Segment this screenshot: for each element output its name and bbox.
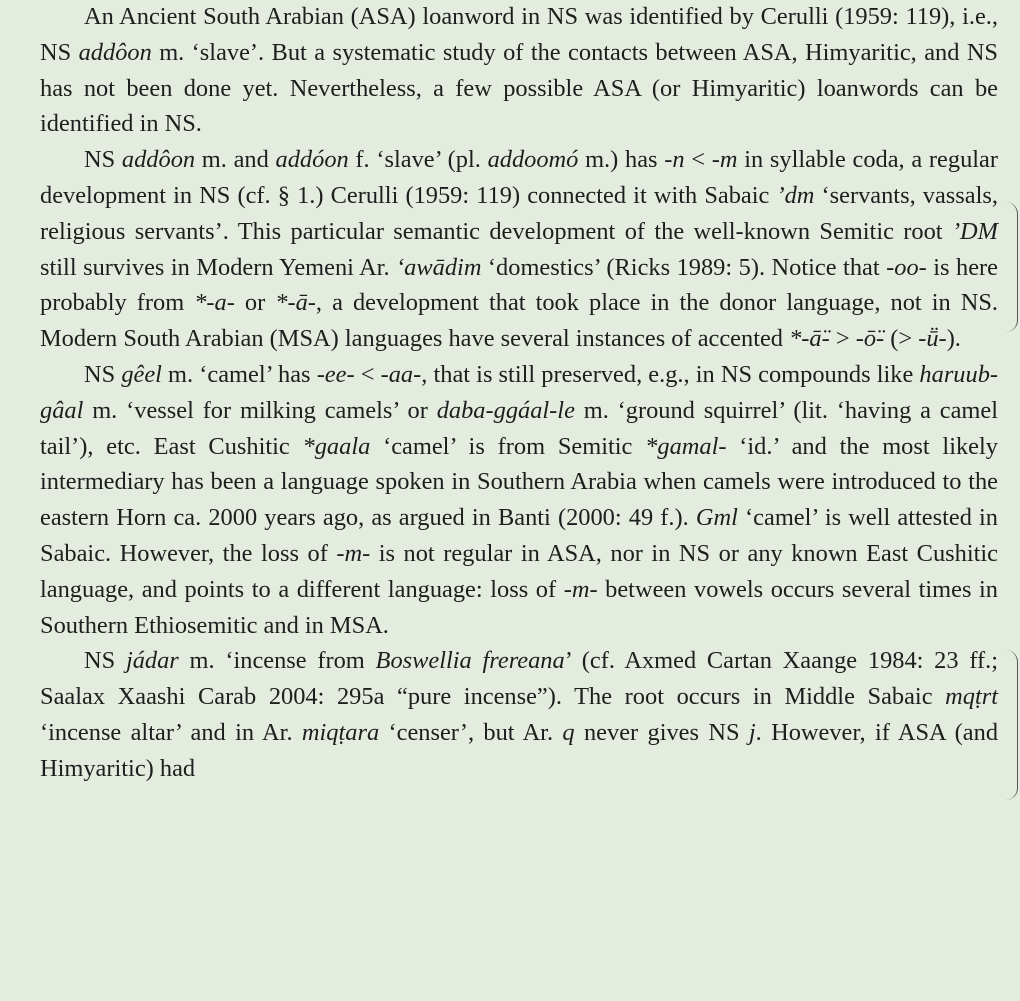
italic-term: ’dm xyxy=(776,181,815,209)
italic-term: *gaala xyxy=(302,432,371,460)
paragraph-3 xyxy=(40,357,998,643)
text-run: , that is still preserved, e.g., in NS compounds like xyxy=(421,360,920,388)
paragraph-2 xyxy=(40,142,998,357)
text-run: still survives in Modern Yemeni Ar. xyxy=(40,253,397,281)
italic-term: *-ā- xyxy=(275,289,316,317)
text-run: between vowels occurs several times in Southern Ethiosemitic and in MSA. xyxy=(40,575,998,639)
document-page xyxy=(40,0,998,787)
text-run: ‘censer’, but Ar. xyxy=(379,718,563,746)
italic-term: haruub-gâal xyxy=(40,360,999,424)
text-run: ‘incense altar’ and in Ar. xyxy=(40,718,302,746)
text-run: m. ‘ground squirrel’ (lit. ‘having a camel tail’), etc. East Cushitic xyxy=(40,396,998,460)
text-run: < xyxy=(684,146,712,174)
text-run: NS xyxy=(84,146,122,174)
text-run: ‘servants, vassals, religious servants’. This particular semantic development of the well-known Semitic root xyxy=(40,181,998,245)
italic-term: mqṭrt xyxy=(945,683,998,711)
text-run: NS xyxy=(84,360,122,388)
text-run: m. ‘vessel for milking camels’ or xyxy=(83,396,437,424)
text-run: ’ (cf. Axmed Cartan Xaange 1984: 23 ff.; Saalax Xaashi Carab 2004: 295a “pure incense”). The root occurs in Middle Sabaic xyxy=(40,647,999,711)
text-run: m. ‘camel’ has xyxy=(161,360,317,388)
text-run: > xyxy=(829,325,856,353)
italic-term: addôon xyxy=(78,38,152,66)
text-run: < xyxy=(354,360,381,388)
text-run: or xyxy=(234,289,276,317)
italic-term: -ee- xyxy=(316,360,355,388)
text-run: m. ‘incense from xyxy=(178,647,376,675)
text-run: never gives NS xyxy=(574,718,749,746)
text-run: NS xyxy=(84,647,126,675)
margin-bracket-mark xyxy=(999,650,1018,800)
italic-term: *-a- xyxy=(194,289,235,317)
italic-term: daba-ggáal-le xyxy=(436,396,575,424)
text-run: is not regular in ASA, nor in NS or any known East Cushitic language, and points to a different language: loss of xyxy=(40,539,998,603)
italic-term: -oo- xyxy=(886,253,927,281)
italic-term: miqṭara xyxy=(301,718,380,746)
italic-term: ’DM xyxy=(951,217,998,245)
text-run: ‘camel’ is from Semitic xyxy=(370,432,646,460)
italic-term: ‘awādim xyxy=(396,253,482,281)
italic-term: -aa- xyxy=(380,360,422,388)
italic-term: q xyxy=(562,718,575,746)
text-run: An Ancient South Arabian (ASA) loanword in NS was identified by Cerulli (1959: 119), i.e., NS xyxy=(40,3,998,66)
text-run: , a development that took place in the donor language, not in NS. Modern South Arabian (MSA) languages have several instances of accented xyxy=(40,289,999,353)
italic-term: addóon xyxy=(275,146,349,174)
italic-term: gêel xyxy=(121,360,162,388)
italic-term: Gml xyxy=(695,504,738,532)
italic-term: -ō̈- xyxy=(855,325,885,353)
margin-bracket-mark xyxy=(999,202,1018,332)
italic-term: -m xyxy=(711,146,738,174)
italic-term: addoomó xyxy=(487,146,579,174)
text-run: in syllable coda, a regular development in NS (cf. § 1.) Cerulli (1959: 119) connected it with Sabaic xyxy=(40,146,998,209)
text-run: f. ‘slave’ (pl. xyxy=(348,146,488,174)
italic-term: Boswellia frereana xyxy=(375,647,565,675)
italic-term: *gamal- xyxy=(645,432,727,460)
italic-term: addôon xyxy=(121,146,196,174)
italic-term: -m- xyxy=(336,539,371,567)
italic-term: -n xyxy=(664,146,685,174)
italic-term: -ṻ- xyxy=(918,325,947,353)
italic-term: -m- xyxy=(563,575,598,603)
text-run: ‘domestics’ (Ricks 1989: 5). Notice that xyxy=(481,253,887,281)
italic-term: j xyxy=(748,718,756,746)
text-run: m.) has xyxy=(578,146,665,174)
italic-term: *-ā̈- xyxy=(789,325,830,353)
paragraph-4 xyxy=(40,643,998,786)
text-run: is here probably from xyxy=(40,253,998,317)
text-run: m. and xyxy=(195,146,276,174)
text-run: ). xyxy=(946,325,961,353)
text-run: (> xyxy=(884,325,919,353)
text-run: . However, if ASA (and Himyaritic) had xyxy=(40,718,999,782)
italic-term: jádar xyxy=(125,647,179,675)
paragraph-1 xyxy=(40,0,998,142)
text-run: ‘id.’ and the most likely intermediary has been a language spoken in Southern Arabia when camels were introduced to the eastern Horn ca. 2000 years ago, as argued in Banti (2000: 49 f.). xyxy=(40,432,998,532)
text-run: m. ‘slave’. But a systematic study of the contacts between ASA, Himyaritic, and NS has not been done yet. Nevertheless, a few possible ASA (or Himyaritic) loanwords can be identified in NS. xyxy=(40,38,999,138)
text-run: ‘camel’ is well attested in Sabaic. However, the loss of xyxy=(40,504,998,567)
